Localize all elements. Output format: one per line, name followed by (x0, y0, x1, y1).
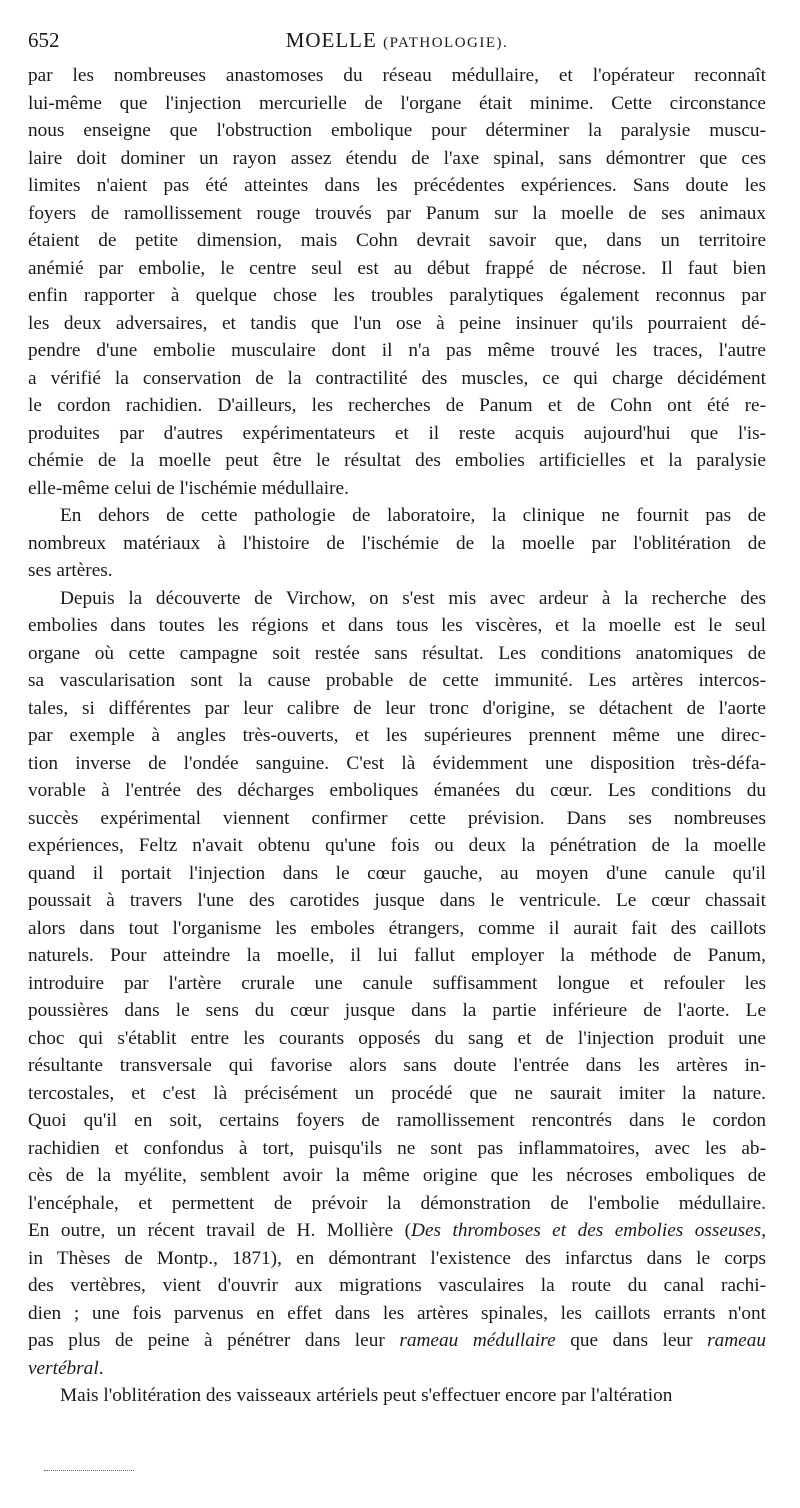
text-line: alors dans tout l'organisme les emboles étrangers, comme il aurait fait des caillots (28, 917, 766, 939)
text-line: organe où cette campagne soit restée sans résultat. Les conditions anatomiques de (28, 642, 766, 664)
text-line: vorable à l'entrée des décharges emboliques émanées du cœur. Les conditions du (28, 780, 766, 801)
text-line: Mais l'oblitération des vaisseaux artériels peut s'effectuer encore par l'altération (60, 1385, 673, 1406)
text-line: tales, si différentes par leur calibre de leur tronc d'origine, se détachent de l'aorte (28, 697, 766, 719)
text-line: produites par d'autres expérimentateurs et il reste acquis aujourd'hui que l'is- (28, 422, 766, 444)
text-line: succès expérimental viennent confirmer cette prévision. Dans ses nombreuses (28, 807, 766, 829)
book-page (28, 26, 766, 1410)
text-line: foyers de ramollissement rouge trouvés par Panum sur la moelle de ses animaux (28, 202, 766, 224)
text-line: pas plus de peine à pénétrer dans leur rameau médullaire que dans leur rameau (28, 1330, 766, 1351)
text-line: En dehors de cette pathologie de laboratoire, la clinique ne fournit pas de (60, 505, 766, 526)
text-line: le cordon rachidien. D'ailleurs, les recherches de Panum et de Cohn ont été re- (28, 395, 766, 416)
text-line: lui-même que l'injection mercurielle de l'organe était minime. Cette circonstance (28, 92, 766, 114)
paragraph (28, 502, 766, 585)
text-line: a vérifié la conservation de la contractilité des muscles, ce qui charge décidément (28, 367, 766, 389)
text-line: rachidien et confondus à tort, puisqu'ils ne sont pas inflammatoires, avec les ab- (28, 1137, 766, 1159)
running-title (28, 28, 766, 53)
text-line: limites n'aient pas été atteintes dans les précédentes expériences. Sans doute les (28, 175, 766, 196)
text-line: des vertèbres, vient d'ouvrir aux migrations vasculaires la route du canal rachi- (28, 1275, 766, 1296)
paragraph (28, 585, 766, 1383)
running-title-subtitle: (PATHOLOGIE). (383, 35, 509, 51)
text-line: par les nombreuses anastomoses du réseau médullaire, et l'opérateur reconnaît (28, 65, 766, 86)
paragraph (28, 1382, 766, 1410)
text-line: poussait à travers l'une des carotides jusque dans le ventricule. Le cœur chassait (28, 890, 766, 911)
text-line: elle-même celui de l'ischémie médullaire. (28, 477, 349, 499)
text-line: in Thèses de Montp., 1871), en démontrant l'existence des infarctus dans le corps (28, 1247, 766, 1269)
text-line: anémié par embolie, le centre seul est au début frappé de nécrose. Il faut bien (28, 257, 766, 279)
running-title-main: MOELLE (285, 28, 377, 52)
text-line: l'encéphale, et permettent de prévoir la démonstration de l'embolie médullaire. (28, 1192, 766, 1214)
text-line: quand il portait l'injection dans le cœur gauche, au moyen d'une canule qu'il (28, 862, 766, 884)
text-line: nous enseigne que l'obstruction embolique pour déterminer la paralysie muscu- (28, 120, 766, 141)
text-line: sa vascularisation sont la cause probable de cette immunité. Les artères intercos- (28, 670, 766, 691)
text-line: dien ; une fois parvenus en effet dans les artères spinales, les caillots errants n'ont (28, 1302, 766, 1324)
text-line: embolies dans toutes les régions et dans tous les viscères, et la moelle est le seul (28, 615, 766, 636)
text-line: ses artères. (28, 560, 113, 581)
text-line: étaient de petite dimension, mais Cohn devrait savoir que, dans un territoire (28, 230, 766, 251)
text-line: cès de la myélite, semblent avoir la même origine que les nécroses emboliques de (28, 1165, 766, 1186)
text-line: Depuis la découverte de Virchow, on s'est mis avec ardeur à la recherche des (60, 587, 766, 609)
text-line: choc qui s'établit entre les courants opposés du sang et de l'injection produit une (28, 1027, 766, 1049)
running-head (28, 26, 766, 56)
text-line: Quoi qu'il en soit, certains foyers de ramollissement rencontrés dans le cordon (28, 1110, 766, 1131)
text-line: En outre, un récent travail de H. Mollière (Des thromboses et des embolies osseuses, (28, 1220, 767, 1241)
text-line: par exemple à angles très-ouverts, et les supérieures prennent même une direc- (28, 725, 766, 746)
page-number: 652 (28, 28, 60, 52)
text-line: chémie de la moelle peut être le résultat des embolies artificielles et la paralysie (28, 450, 766, 471)
footer-dotted-rule (44, 1470, 134, 1471)
text-line: introduire par l'artère crurale une canule suffisamment longue et refouler les (28, 972, 766, 994)
text-line: les deux adversaires, et tandis que l'un ose à peine insinuer qu'ils pourraient dé- (28, 312, 766, 334)
text-line: enfin rapporter à quelque chose les troubles paralytiques également reconnus par (28, 285, 766, 306)
text-line: tion inverse de l'ondée sanguine. C'est là évidemment une disposition très-défa- (28, 752, 766, 774)
text-line: expériences, Feltz n'avait obtenu qu'une fois ou deux la pénétration de la moelle (28, 835, 766, 856)
text-line: tercostales, et c'est là précisément un procédé que ne saurait imiter la nature. (28, 1082, 766, 1104)
text-line: résultante transversale qui favorise alors sans doute l'entrée dans les artères in- (28, 1055, 766, 1076)
body-text (28, 62, 766, 1410)
text-line: naturels. Pour atteindre la moelle, il lui fallut employer la méthode de Panum, (28, 945, 766, 966)
text-line: laire doit dominer un rayon assez étendu de l'axe spinal, sans démontrer que ces (28, 147, 766, 169)
text-line: vertébral. (28, 1357, 104, 1379)
text-line: nombreux matériaux à l'histoire de l'ischémie de la moelle par l'oblitération de (28, 532, 766, 554)
paragraph (28, 62, 766, 502)
text-line: pendre d'une embolie musculaire dont il n'a pas même trouvé les traces, l'autre (28, 340, 766, 361)
text-line: poussières dans le sens du cœur jusque dans la partie inférieure de l'aorte. Le (28, 1000, 766, 1021)
